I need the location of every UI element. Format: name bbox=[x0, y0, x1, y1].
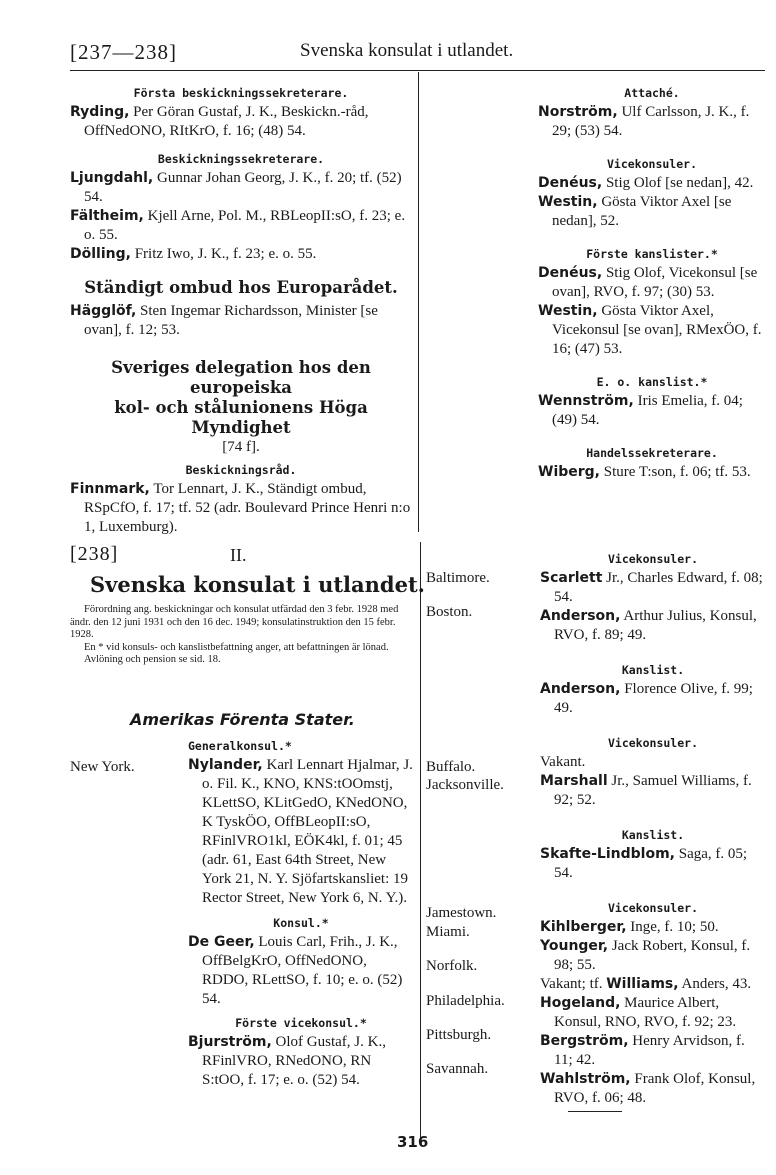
entry-text: Gunnar Johan Georg, J. K., f. 20; tf. (52) 54. bbox=[84, 170, 402, 205]
entry-text: Arthur Julius, Konsul, RVO, f. 89; 49. bbox=[554, 608, 757, 643]
city-pittsburgh: Pittsburgh. bbox=[426, 1027, 492, 1043]
city-miami: Miami. bbox=[426, 924, 470, 940]
person-name: Denéus, bbox=[538, 265, 603, 281]
entry-text: Stig Olof, Vicekonsul [se ovan], RVO, f. 97; (30) 53. bbox=[552, 265, 758, 300]
entry-text: Jr., Samuel Williams, f. 92; 52. bbox=[554, 773, 752, 808]
person-name: Marshall bbox=[540, 773, 608, 789]
person-name: Westin, bbox=[538, 303, 598, 319]
city-philadelphia: Philadelphia. bbox=[426, 993, 505, 1009]
entry-hogeland bbox=[540, 994, 766, 1032]
salary-note: Avlöning och pension se sid. 18. bbox=[84, 654, 221, 665]
person-name: Hägglöf, bbox=[70, 303, 137, 319]
section-heading: Attaché. bbox=[624, 86, 680, 100]
entry-westin-vk bbox=[538, 193, 766, 231]
entry-marshall bbox=[540, 772, 766, 810]
entry-younger bbox=[540, 937, 766, 975]
entry-westin-fk bbox=[538, 302, 766, 359]
entry-hagglof bbox=[70, 302, 412, 340]
entry-nylander bbox=[188, 756, 414, 908]
section-title-europaradet: Ständigt ombud hos Europarådet. bbox=[84, 278, 398, 297]
person-name: Ljungdahl, bbox=[70, 170, 154, 186]
person-name: Ryding, bbox=[70, 104, 130, 120]
entry-norstrom bbox=[538, 103, 766, 141]
person-name: Denéus, bbox=[538, 175, 603, 191]
person-name: Anderson, bbox=[540, 608, 621, 624]
closing-rule bbox=[568, 1111, 622, 1112]
header-rule bbox=[70, 70, 765, 71]
entry-bergstrom bbox=[540, 1032, 766, 1070]
entry-buffalo-vacant: Vakant. bbox=[540, 754, 586, 770]
entry-text: Olof Gustaf, J. K., RFinlVRO, RNedONO, RN S:tOO, f. 17; e. o. (52) 54. bbox=[202, 1034, 386, 1088]
entry-finnmark bbox=[70, 480, 412, 537]
entry-skafte-lindblom bbox=[540, 845, 766, 883]
person-name: Finnmark, bbox=[70, 481, 150, 497]
cross-reference: [74 f]. bbox=[222, 439, 260, 455]
entry-deneus-fk bbox=[538, 264, 766, 302]
entry-kihlberger bbox=[540, 918, 766, 937]
city-boston: Boston. bbox=[426, 604, 473, 620]
entry-text: Saga, f. 05; 54. bbox=[554, 846, 748, 881]
person-name: Kihlberger, bbox=[540, 919, 627, 935]
entry-text: Sture T:son, f. 06; tf. 53. bbox=[603, 464, 751, 480]
person-name: Scarlett bbox=[540, 570, 603, 586]
part-roman: II. bbox=[230, 545, 247, 565]
section-heading: Kanslist. bbox=[621, 663, 685, 677]
entry-text: Iris Emelia, f. 04; (49) 54. bbox=[552, 393, 743, 428]
entry-ljungdahl bbox=[70, 169, 412, 207]
section-heading: Vicekonsuler. bbox=[606, 157, 697, 171]
part-notes bbox=[70, 604, 412, 667]
entry-text: Maurice Albert, Konsul, RNO, RVO, f. 92; 23. bbox=[554, 995, 737, 1030]
entry-williams bbox=[540, 975, 766, 994]
city-baltimore: Baltimore. bbox=[426, 570, 490, 586]
section-heading: Vicekonsuler. bbox=[607, 901, 698, 915]
section-heading: E. o. kanslist.* bbox=[596, 375, 708, 389]
entry-text: Kjell Arne, Pol. M., RBLeopII:sO, f. 23; e. o. 55. bbox=[84, 208, 406, 243]
entry-text: Ulf Carlsson, J. K., f. 29; (53) 54. bbox=[552, 104, 750, 139]
person-name: Skafte-Lindblom, bbox=[540, 846, 675, 862]
section-heading: Förste vicekonsul.* bbox=[235, 1016, 367, 1030]
right-bottom-column bbox=[540, 550, 766, 1108]
entry-text: Henry Arvidson, f. 11; 42. bbox=[554, 1033, 745, 1068]
entry-text: Inge, f. 10; 50. bbox=[630, 919, 719, 935]
section-heading: Förste kanslister.* bbox=[586, 247, 718, 261]
entry-bjurstrom bbox=[188, 1033, 414, 1090]
asterisk-note: En * vid konsuls- och kanslistbefattning anger, att befattningen är lönad. bbox=[84, 641, 389, 653]
section-heading: Handelssekreterare. bbox=[586, 446, 718, 460]
decree-note: Förordning ang. beskickningar och konsulat utfärdad den 3 febr. 1928 med ändr. den 12 juni 1931 och den 16 dec. 1949; konsulatinstruktion den 15 febr. 1928. bbox=[70, 604, 399, 640]
entry-anderson-arthur bbox=[540, 607, 766, 645]
person-name: Anderson, bbox=[540, 681, 621, 697]
column-divider-bottom bbox=[420, 542, 421, 1142]
city-jacksonville: Jacksonville. bbox=[426, 777, 504, 793]
person-name: Wiberg, bbox=[538, 464, 601, 480]
entry-prefix: Vakant; tf. bbox=[540, 976, 603, 992]
entry-text: Jack Robert, Konsul, f. 98; 55. bbox=[554, 938, 751, 973]
column-divider-top bbox=[418, 72, 419, 532]
entry-wahlstrom bbox=[540, 1070, 766, 1108]
person-name: Younger, bbox=[540, 938, 609, 954]
new-york-column bbox=[188, 737, 414, 1090]
person-name: Dölling, bbox=[70, 246, 131, 262]
person-name: Fältheim, bbox=[70, 208, 144, 224]
section-heading: Beskickningsråd. bbox=[185, 463, 297, 477]
entry-text: Louis Carl, Frih., J. K., OffBelgKrO, OffNedONO, RDDO, RLettSO, f. 10; e. o. (52) 54. bbox=[202, 934, 403, 1007]
entry-ryding bbox=[70, 103, 412, 141]
person-name: Hogeland, bbox=[540, 995, 621, 1011]
entry-text: Gösta Viktor Axel, Vicekonsul [se ovan], RMexÖO, f. 16; (47) 53. bbox=[552, 303, 762, 357]
city-savannah: Savannah. bbox=[426, 1061, 489, 1077]
country-heading: Amerikas Förenta Stater. bbox=[130, 710, 355, 729]
entry-scarlett bbox=[540, 569, 766, 607]
person-name: De Geer, bbox=[188, 934, 255, 950]
entry-deneus-vk bbox=[538, 174, 766, 193]
entry-text: Anders, 43. bbox=[681, 976, 752, 992]
entry-text: Stig Olof [se nedan], 42. bbox=[605, 175, 754, 191]
person-name: Westin, bbox=[538, 194, 598, 210]
part-number: [238] bbox=[70, 543, 119, 565]
section-heading: Konsul.* bbox=[273, 916, 329, 930]
person-name: Wennström, bbox=[538, 393, 634, 409]
city-buffalo: Buffalo. bbox=[426, 759, 476, 775]
running-title: Svenska konsulat i utlandet. bbox=[300, 40, 514, 61]
section-title-delegation-line1: Sveriges delegation hos den europeiska bbox=[111, 358, 371, 397]
left-top-column bbox=[70, 84, 412, 537]
entry-de-geer bbox=[188, 933, 414, 1009]
person-name: Williams, bbox=[606, 976, 679, 992]
entry-text: Gösta Viktor Axel [se nedan], 52. bbox=[552, 194, 732, 229]
right-top-column bbox=[538, 84, 766, 482]
section-heading: Generalkonsul.* bbox=[188, 739, 292, 753]
page-number: 316 bbox=[397, 1133, 429, 1151]
entry-text: Jr., Charles Edward, f. 08; 54. bbox=[554, 570, 763, 605]
city-jamestown: Jamestown. bbox=[426, 905, 497, 921]
person-name: Norström, bbox=[538, 104, 618, 120]
part-title: Svenska konsulat i utlandet. bbox=[90, 572, 425, 597]
section-heading: Vicekonsuler. bbox=[607, 736, 698, 750]
person-name: Bjurström, bbox=[188, 1034, 272, 1050]
entry-faltheim bbox=[70, 207, 412, 245]
person-name: Nylander, bbox=[188, 757, 263, 773]
city-norfolk: Norfolk. bbox=[426, 958, 478, 974]
entry-text: Sten Ingemar Richardsson, Minister [se ovan], f. 12; 53. bbox=[84, 303, 378, 338]
entry-text: Per Göran Gustaf, J. K., Beskickn.-råd, OffNedONO, RItKrO, f. 16; (48) 54. bbox=[84, 104, 369, 139]
entry-wiberg bbox=[538, 463, 766, 482]
person-name: Bergström, bbox=[540, 1033, 629, 1049]
person-name: Wahlström, bbox=[540, 1071, 631, 1087]
entry-text: Karl Lennart Hjalmar, J. o. Fil. K., KNO, KNS:tOOmstj, KLettSO, KLitGedO, KNedONO, K TyskÖO, OffBLeopII:sO, RFinlVRO1kl, EÖK4kl, f. 01; 45 (adr. 61, East 64th Street, New York 21, N. Y. Sjöfartskansliet: 19 Rector Street, New York 6, N. Y.). bbox=[202, 757, 413, 906]
section-heading: Kanslist. bbox=[621, 828, 685, 842]
section-heading: Vicekonsuler. bbox=[607, 552, 698, 566]
entry-anderson-florence bbox=[540, 680, 766, 718]
entry-dolling bbox=[70, 245, 412, 264]
entry-text: Tor Lennart, J. K., Ständigt ombud, RSpCfO, f. 17; tf. 52 (adr. Boulevard Prince Henri n:o 1, Luxemburg). bbox=[84, 481, 411, 535]
page-range-header: [237—238] bbox=[70, 40, 177, 64]
entry-wennstrom bbox=[538, 392, 766, 430]
entry-text: Florence Olive, f. 99; 49. bbox=[554, 681, 753, 716]
section-heading: Beskickningssekreterare. bbox=[157, 152, 325, 166]
section-title-delegation-line2: kol- och stålunionens Höga Myndighet bbox=[114, 398, 368, 437]
section-heading: Första beskickningssekreterare. bbox=[133, 86, 349, 100]
city-new-york: New York. bbox=[70, 759, 135, 775]
entry-text: Frank Olof, Konsul, RVO, f. 06; 48. bbox=[554, 1071, 756, 1106]
entry-text: Fritz Iwo, J. K., f. 23; e. o. 55. bbox=[134, 246, 317, 262]
